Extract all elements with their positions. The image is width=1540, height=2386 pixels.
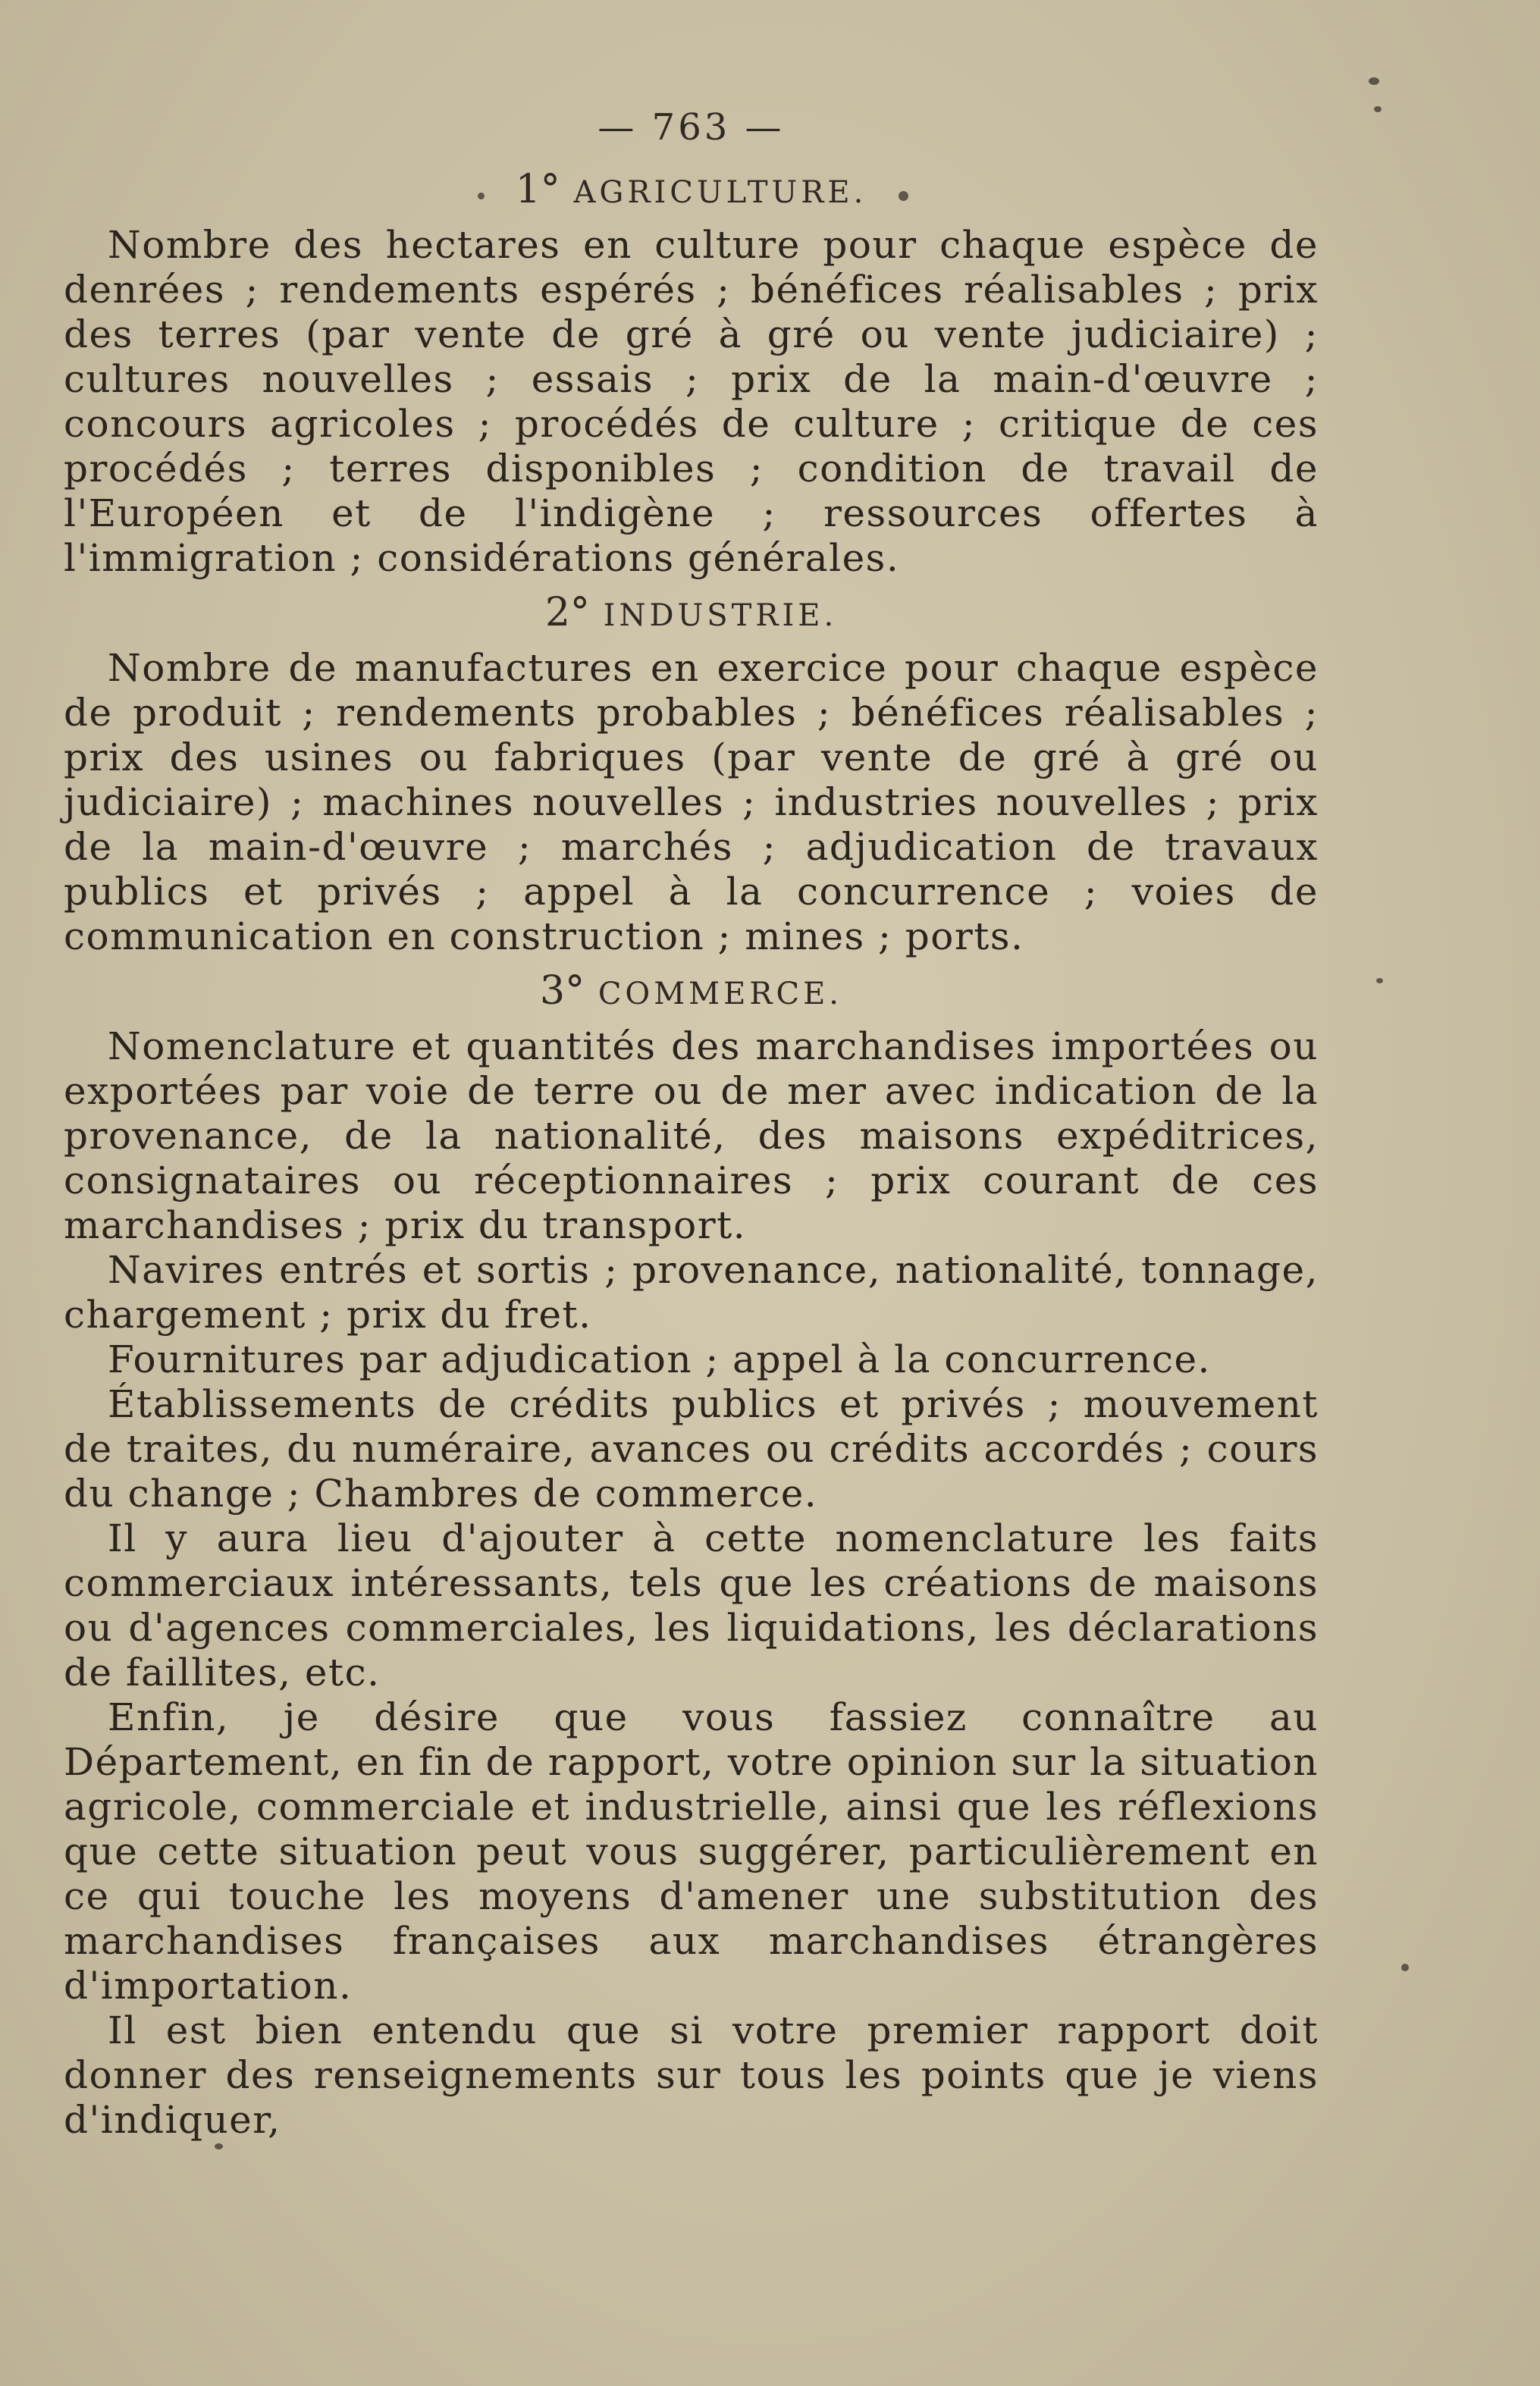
- ink-speck: [1374, 106, 1382, 112]
- paragraph-conclusion-enfin: Enfin, je désire que vous fassiez connaître au Département, en fin de rapport, votre opinion sur la situation agricole, commerciale et industrielle, ainsi que les réflexions que cette situation peut vous suggérer, particulièrement en ce qui touche les moyens d'amener une substitution des marchandises françaises aux marchandises étrangères d'importation.: [64, 1695, 1319, 2008]
- paragraph-commerce-etablissements: Établissements de crédits publics et privés ; mouvement de traites, du numéraire, avances ou crédits accordés ; cours du change ; Chambres de commerce.: [64, 1382, 1319, 1516]
- section-label: INDUSTRIE.: [603, 598, 838, 633]
- paragraph-agriculture: Nombre des hectares en culture pour chaque espèce de denrées ; rendements espérés ; bénéfices réalisables ; prix des terres (par vente de gré à gré ou vente judiciaire) ; cultures nouvelles ; essais ; prix de la main-d'œuvre ; concours agricoles ; procédés de culture ; critique de ces procédés ; terres disponibles ; condition de travail de l'Européen et de l'indigène ; ressources offertes à l'immigration ; considérations générales.: [64, 223, 1319, 580]
- section-label: AGRICULTURE.: [573, 175, 867, 210]
- section-label: COMMERCE.: [597, 977, 842, 1011]
- section-number: 2°: [544, 590, 590, 635]
- section-number: 3°: [540, 968, 585, 1014]
- paragraph-commerce-navires: Navires entrés et sortis ; provenance, nationalité, tonnage, chargement ; prix du fret.: [64, 1248, 1319, 1337]
- section-heading-commerce: [64, 968, 1319, 1014]
- page-number: — 763 —: [597, 106, 785, 149]
- section-number: 1°: [515, 167, 560, 212]
- paragraph-commerce-faits: Il y aura lieu d'ajouter à cette nomenclature les faits commerciaux intéressants, tels que les créations de maisons ou d'agences commerciales, les liquidations, les déclarations de faillites, etc.: [64, 1516, 1319, 1695]
- ink-speck: [478, 193, 485, 199]
- ink-speck: [215, 2143, 223, 2149]
- ink-speck: [899, 191, 908, 201]
- ink-speck: [1369, 77, 1379, 85]
- paragraph-commerce-fournitures: Fournitures par adjudication ; appel à la concurrence.: [108, 1337, 1211, 1381]
- paragraph-commerce-nomenclature: Nomenclature et quantités des marchandises importées ou exportées par voie de terre ou de mer avec indication de la provenance, de la nationalité, des maisons expéditrices, consignataires ou réceptionnaires ; prix courant de ces marchandises ; prix du transport.: [64, 1024, 1319, 1247]
- ink-speck: [1376, 978, 1383, 983]
- paragraph-conclusion-rapport: Il est bien entendu que si votre premier rapport doit donner des renseignements sur tous les points que je viens d'indiquer,: [64, 2008, 1319, 2142]
- book-page: [64, 91, 1319, 2290]
- ink-speck: [1401, 1964, 1409, 1971]
- section-heading-industrie: [64, 590, 1319, 635]
- paragraph-industrie: Nombre de manufactures en exercice pour chaque espèce de produit ; rendements probables ; bénéfices réalisables ; prix des usines ou fabriques (par vente de gré à gré ou judiciaire) ; machines nouvelles ; industries nouvelles ; prix de la main-d'œuvre ; marchés ; adjudication de travaux publics et privés ; appel à la concurrence ; voies de communication en construction ; mines ; ports.: [64, 646, 1319, 958]
- section-heading-agriculture: [64, 167, 1319, 212]
